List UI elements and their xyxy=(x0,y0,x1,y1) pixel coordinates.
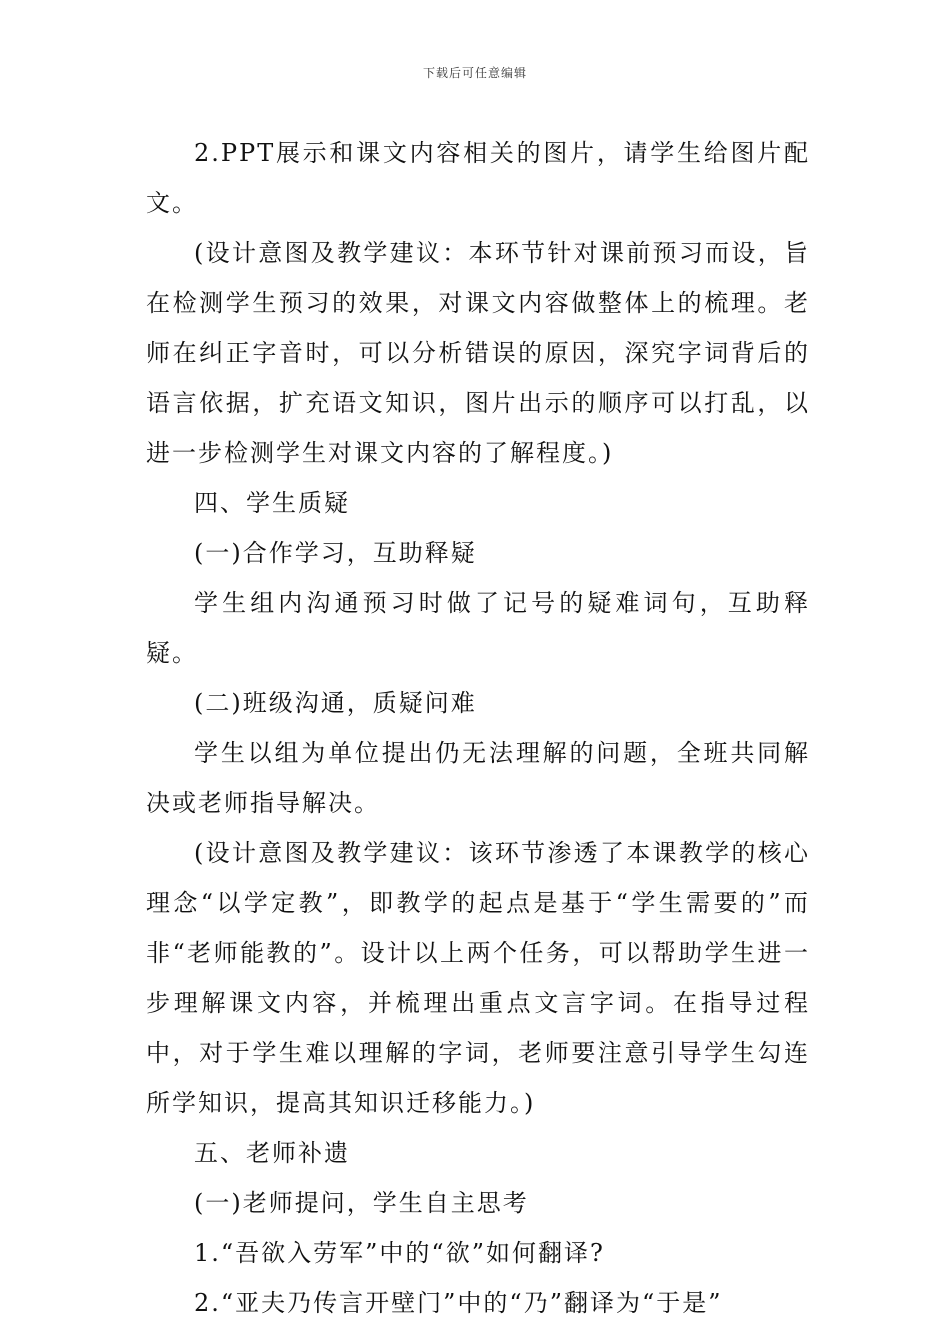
question-item-2: 2.“亚夫乃传言开壁门”中的“乃”翻译为“于是” xyxy=(194,1289,723,1317)
subsection-heading-class-communication: (二)班级沟通，质疑问难 xyxy=(194,689,477,717)
paragraph-group-questions: 学生以组为单位提出仍无法理解的问题，全班共同解决或老师指导解决。 xyxy=(146,739,810,817)
question-item-1: 1.“吾欲入劳军”中的“欲”如何翻译? xyxy=(194,1239,605,1267)
subsection-heading-teacher-questions: (一)老师提问，学生自主思考 xyxy=(194,1189,529,1217)
paragraph-ppt-task: 2.PPT展示和课文内容相关的图片，请学生给图片配文。 xyxy=(146,139,810,217)
paragraph-design-note-1: (设计意图及教学建议：本环节针对课前预习而设，旨在检测学生预习的效果，对课文内容做整体上的梳理。老师在纠正字音时，可以分析错误的原因，深究字词背后的语言依据，扩充语文知识，图片出示的顺序可以打乱，以进一步检测学生对课文内容的了解程度。) xyxy=(146,239,810,467)
section-heading-teacher-supplement: 五、老师补遗 xyxy=(194,1139,350,1167)
page-header: 下载后可任意编辑 xyxy=(422,66,527,80)
paragraph-group-discussion: 学生组内沟通预习时做了记号的疑难词句，互助释疑。 xyxy=(146,589,810,667)
section-heading-student-questions: 四、学生质疑 xyxy=(194,489,350,517)
subsection-heading-cooperative-learning: (一)合作学习，互助释疑 xyxy=(194,539,477,567)
document-body xyxy=(146,128,810,1328)
paragraph-design-note-2: (设计意图及教学建议：该环节渗透了本课教学的核心理念“以学定教”，即教学的起点是基于“学生需要的”而非“老师能教的”。设计以上两个任务，可以帮助学生进一步理解课文内容，并梳理出重点文言字词。在指导过程中，对于学生难以理解的字词，老师要注意引导学生勾连所学知识，提高其知识迁移能力。) xyxy=(146,839,810,1117)
